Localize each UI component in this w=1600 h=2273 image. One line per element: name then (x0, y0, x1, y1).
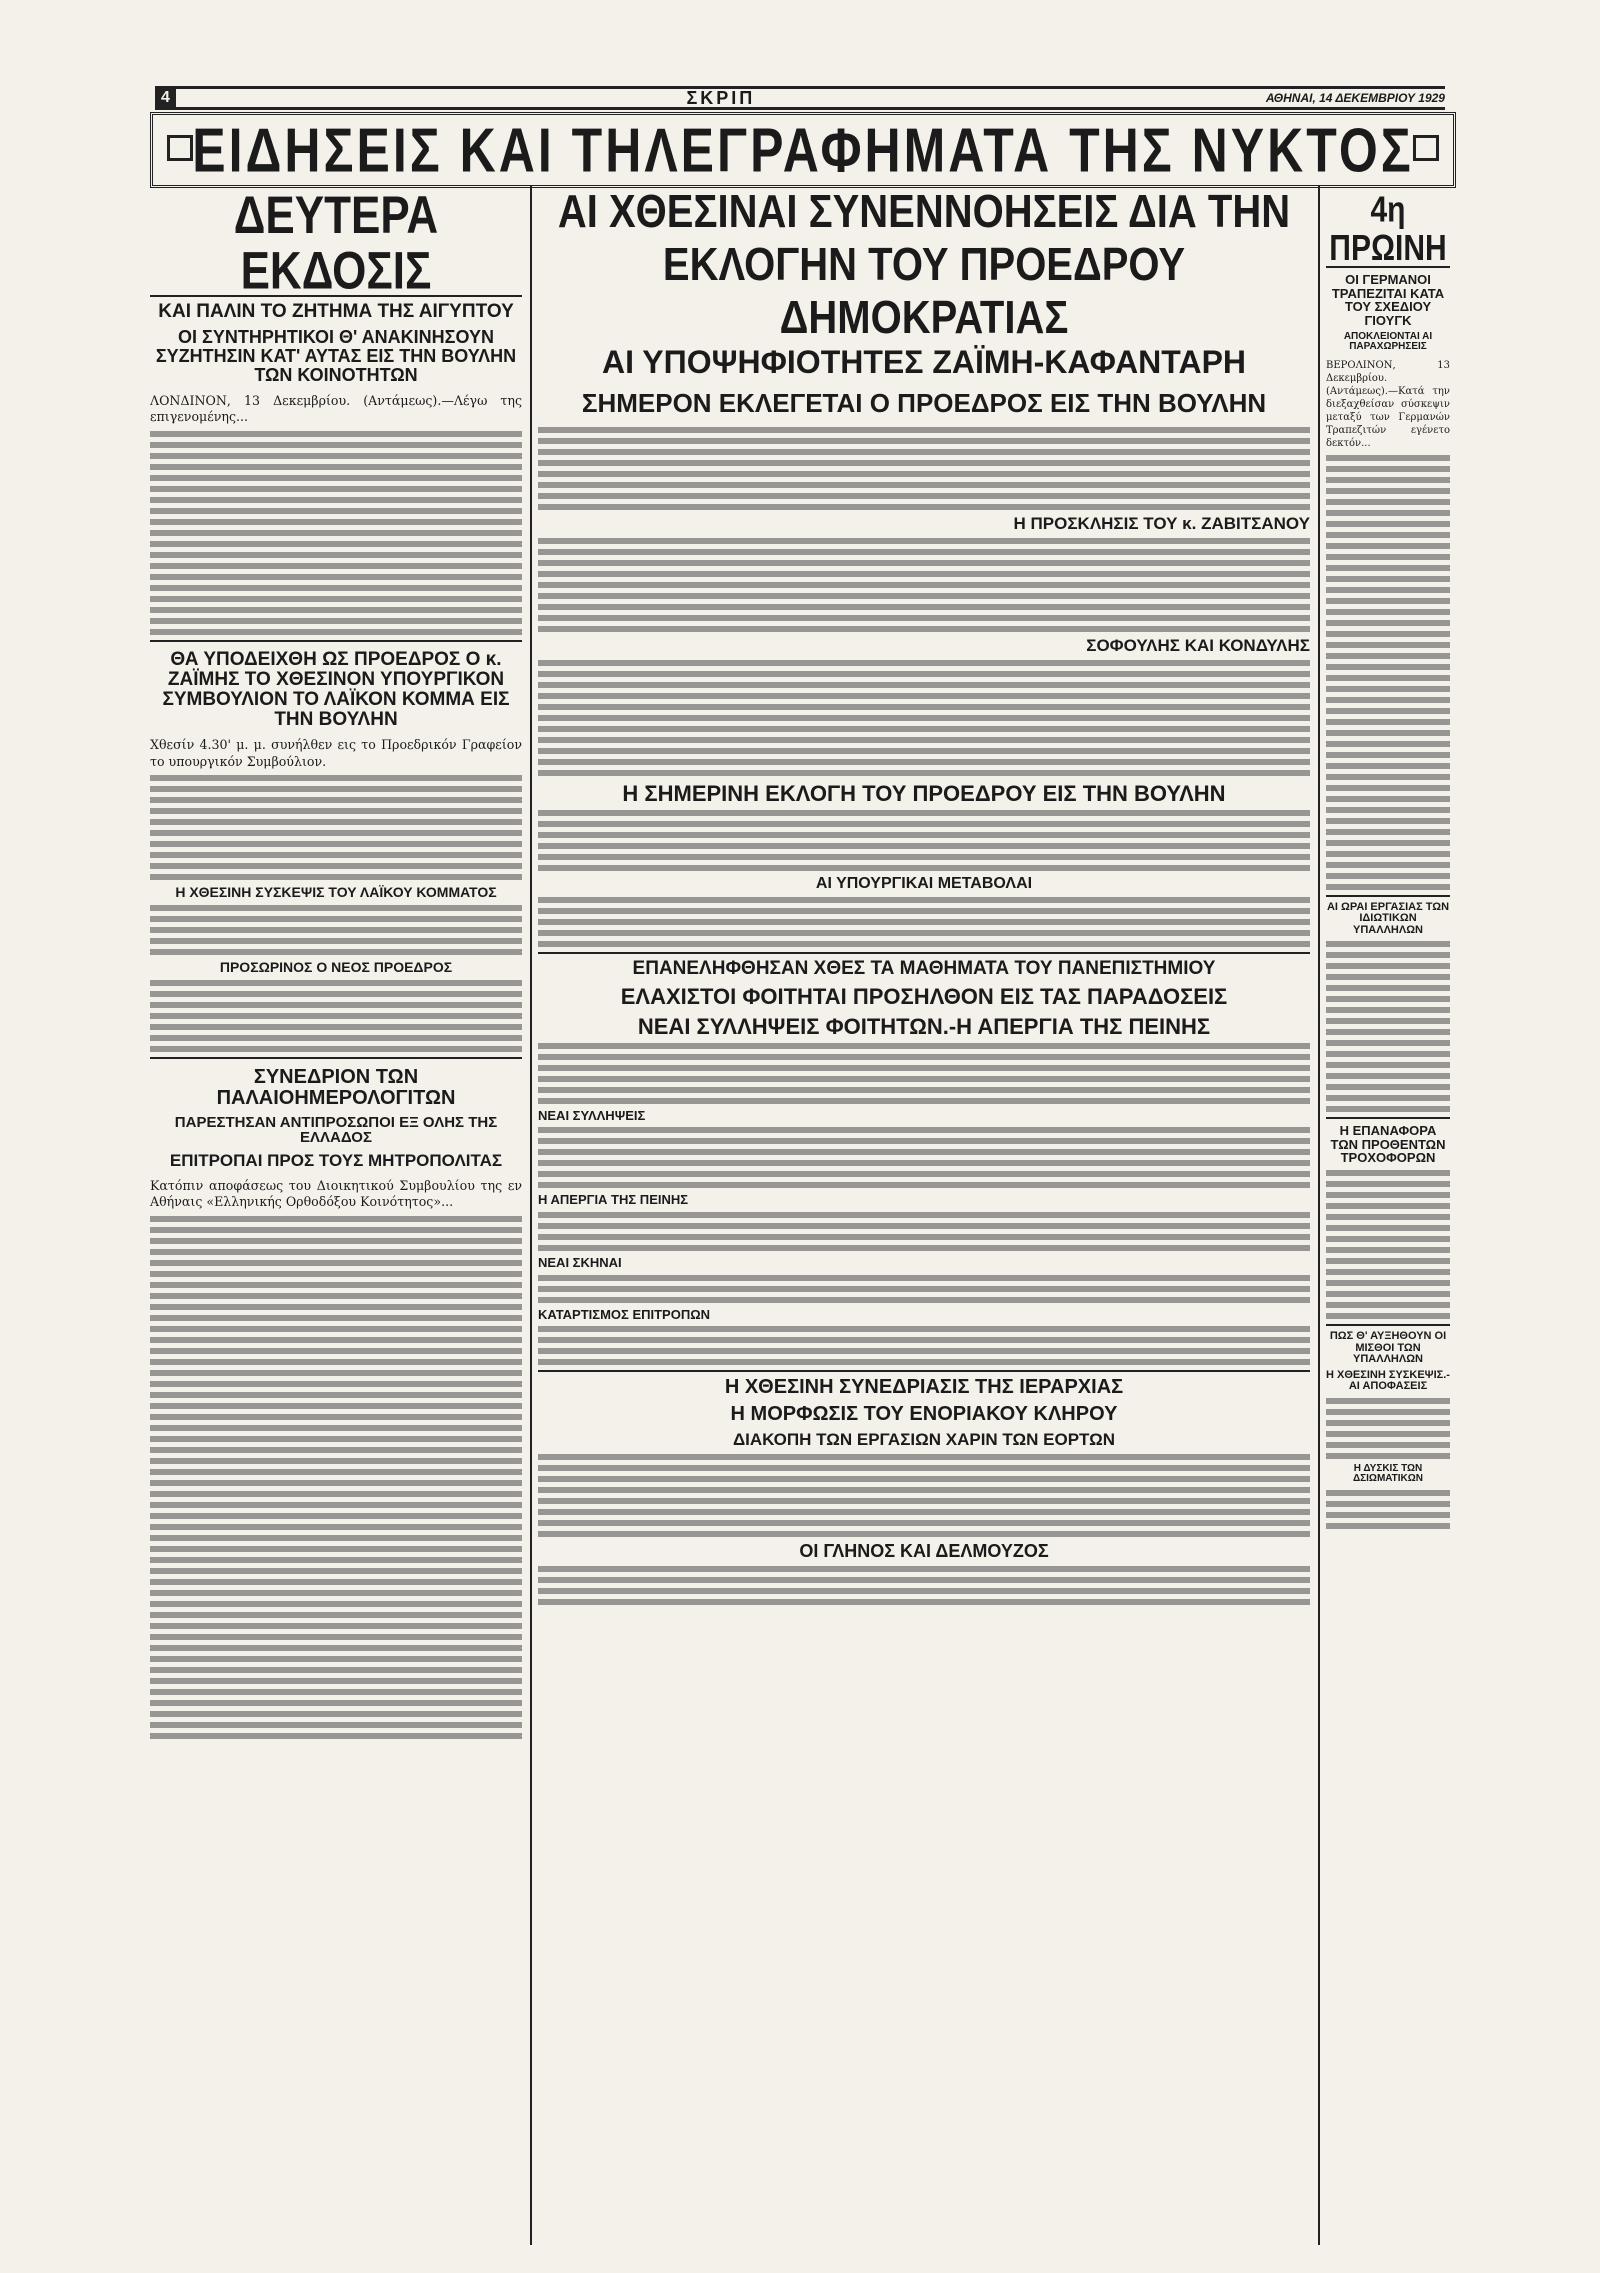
issue-date: ΑΘΗΝΑΙ, 14 ΔΕΚΕΜΒΡΙΟΥ 1929 (1265, 91, 1445, 105)
article-heading: Η ΧΘΕΣΙΝΗ ΣΥΝΕΔΡΙΑΣΙΣ ΤΗΣ ΙΕΡΑΡΧΙΑΣ (724, 1376, 1124, 1399)
banner-title: ΕΙΔΗΣΕΙΣ ΚΑΙ ΤΗΛΕΓΡΑΦΗΜΑΤΑ ΤΗΣ ΝΥΚΤΟΣ (192, 115, 1414, 185)
column-divider (530, 185, 532, 2245)
article-body (1326, 1170, 1450, 1319)
article-heading: ΚΑΙ ΠΑΛΙΝ ΤΟ ΖΗΤΗΜΑ ΤΗΣ ΑΙΓΥΠΤΟΥ (158, 301, 514, 323)
article-heading: Η ΧΘΕΣΙΝΗ ΣΥΣΚΕΨΙΣ ΤΟΥ ΛΑΪΚΟΥ ΚΟΜΜΑΤΟΣ (175, 884, 497, 901)
article-subheading: ΕΠΙΤΡΟΠΑΙ ΠΡΟΣ ΤΟΥΣ ΜΗΤΡΟΠΟΛΙΤΑΣ (169, 1151, 503, 1171)
article-heading: ΠΩΣ Θ' ΑΥΞΗΘΟΥΝ ΟΙ ΜΙΣΘΟΙ ΤΩΝ ΥΠΑΛΛΗΛΩΝ (1329, 1330, 1447, 1366)
article-body (538, 427, 1310, 510)
article-heading: ΟΙ ΓΛΗΝΟΣ ΚΑΙ ΔΕΛΜΟΥΖΟΣ (799, 1541, 1049, 1561)
article-body (538, 1127, 1310, 1188)
article-heading: Η ΕΠΑΝΑΦΟΡΑ ΤΩΝ ΠΡΟΘΕΝΤΩΝ ΤΡΟΧΟΦΟΡΩΝ (1330, 1123, 1446, 1166)
late-edition-heading: 4η ΠΡΩΙΝΗ (1329, 190, 1447, 268)
article-text: Κατόπιν αποφάσεως του Διοικητικού Συμβουλίου της εν Αθήναις «Ελληνικής Ορθοδόξου Κοινότητος»... (150, 1177, 527, 1210)
article-heading: ΕΠΑΝΕΛΗΦΘΗΣΑΝ ΧΘΕΣ ΤΑ ΜΑΘΗΜΑΤΑ ΤΟΥ ΠΑΝΕΠΙΣΤΗΜΙΟΥ (632, 958, 1216, 980)
article-heading: ΝΕΑΙ ΣΚΗΝΑΙ (538, 1254, 622, 1270)
lead-subheadline: ΑΙ ΥΠΟΨΗΦΙΟΤΗΤΕΣ ΖΑΪΜΗ-ΚΑΦΑΝΤΑΡΗ (601, 344, 1247, 380)
article-subheading: ΔΙΑΚΟΠΗ ΤΩΝ ΕΡΓΑΣΙΩΝ ΧΑΡΙΝ ΤΩΝ ΕΟΡΤΩΝ (732, 1430, 1116, 1450)
lead-subheadline: ΣΗΜΕΡΟΝ ΕΚΛΕΓΕΤΑΙ Ο ΠΡΟΕΔΡΟΣ ΕΙΣ ΤΗΝ ΒΟΥΛΗΝ (581, 387, 1267, 418)
article-subheading: Η ΧΘΕΣΙΝΗ ΣΥΣΚΕΨΙΣ.-ΑΙ ΑΠΟΦΑΣΕΙΣ (1326, 1368, 1450, 1393)
article-heading: ΚΑΤΑΡΤΙΣΜΟΣ ΕΠΙΤΡΟΠΩΝ (538, 1306, 711, 1322)
article-body (538, 1275, 1310, 1303)
column-divider (1318, 185, 1320, 2245)
banner-ornament-right (1413, 135, 1439, 161)
article-body (1326, 1398, 1450, 1459)
article-body (538, 1566, 1310, 1605)
article-body (538, 897, 1310, 947)
article-body (538, 660, 1310, 776)
article-text: ΒΕΡΟΛΙΝΟΝ, 13 Δεκεμβρίου. (Αντάμεως).—Κατά την διεξαχθείσαν σύσκεψιν μεταξύ των Γερμανών Τραπεζιτών εγένετο δεκτόν... (1326, 359, 1454, 449)
article-text: Χθεσίν 4.30' μ. μ. συνήλθεν εις το Προεδρικόν Γραφείον το υπουργικόν Συμβούλιον. (150, 737, 527, 769)
article-body (1326, 941, 1450, 1112)
newspaper-name: ΣΚΡΙΠ (686, 87, 756, 108)
article-heading: Η ΑΠΕΡΓΙΑ ΤΗΣ ΠΕΙΝΗΣ (538, 1192, 689, 1208)
article-body (538, 1212, 1310, 1251)
center-column (538, 186, 1310, 2250)
article-body (1326, 1490, 1450, 1529)
lead-headline: ΑΙ ΧΘΕΣΙΝΑΙ ΣΥΝΕΝΝΟΗΣΕΙΣ ΔΙΑ ΤΗΝ ΕΚΛΟΓΗΝ ΤΟΥ ΠΡΟΕΔΡΟΥ ΔΗΜΟΚΡΑΤΙΑΣ (557, 186, 1291, 344)
article-body (1326, 455, 1450, 890)
article-heading: Η ΠΡΟΣΚΛΗΣΙΣ ΤΟΥ κ. ΖΑΒΙΤΣΑΝΟΥ (1013, 513, 1310, 533)
left-column (150, 186, 527, 2250)
divider (150, 640, 522, 642)
banner-ornament-left (167, 135, 193, 161)
article-subheading: ΝΕΑΙ ΣΥΛΛΗΨΕΙΣ ΦΟΙΤΗΤΩΝ.-Η ΑΠΕΡΓΙΑ ΤΗΣ ΠΕΙΝΗΣ (637, 1013, 1211, 1039)
article-heading: ΑΙ ΩΡΑΙ ΕΡΓΑΣΙΑΣ ΤΩΝ ΙΔΙΩΤΙΚΩΝ ΥΠΑΛΛΗΛΩΝ (1326, 900, 1450, 936)
divider (1326, 895, 1450, 897)
article-body (150, 775, 522, 880)
article-body (538, 1043, 1310, 1104)
article-text: ΛΟΝΔΙΝΟΝ, 13 Δεκεμβρίου. (Αντάμεως).—Λέγω της επιγενομένης... (150, 392, 527, 425)
article-body (150, 980, 522, 1052)
article-subheading: ΠΑΡΕΣΤΗΣΑΝ ΑΝΤΙΠΡΟΣΩΠΟΙ ΕΞ ΟΛΗΣ ΤΗΣ ΕΛΛΑΔΟΣ (174, 1113, 498, 1147)
divider (1326, 1117, 1450, 1119)
right-column (1326, 190, 1454, 2250)
article-body (150, 905, 522, 955)
article-heading: ΣΟΦΟΥΛΗΣ ΚΑΙ ΚΟΝΔΥΛΗΣ (1086, 635, 1310, 655)
main-banner (150, 112, 1456, 188)
article-heading: ΑΙ ΥΠΟΥΡΓΙΚΑΙ ΜΕΤΑΒΟΛΑΙ (815, 874, 1033, 892)
page-header-bar (155, 86, 1445, 110)
article-subheading: ΟΙ ΣΥΝΤΗΡΗΤΙΚΟΙ Θ' ΑΝΑΚΙΝΗΣΟΥΝ ΣΥΖΗΤΗΣΙΝ ΚΑΤ' ΑΥΤΑΣ ΕΙΣ ΤΗΝ ΒΟΥΛΗΝ ΤΩΝ ΚΟΙΝΟΤΗΤΩΝ (155, 327, 517, 386)
edition-heading: ΔΕΥΤΕΡΑ ΕΚΔΟΣΙΣ (233, 186, 439, 301)
divider (1326, 1324, 1450, 1326)
page-number: 4 (155, 89, 176, 107)
article-heading: ΠΡΟΣΩΡΙΝΟΣ Ο ΝΕΟΣ ΠΡΟΕΔΡΟΣ (219, 958, 453, 975)
article-heading: ΟΙ ΓΕΡΜΑΝΟΙ ΤΡΑΠΕΖΙΤΑΙ ΚΑΤΑ ΤΟΥ ΣΧΕΔΙΟΥ ΓΙΟΥΓΚ (1331, 272, 1445, 328)
article-subheading: Η ΜΟΡΦΩΣΙΣ ΤΟΥ ΕΝΟΡΙΑΚΟΥ ΚΛΗΡΟΥ (730, 1403, 1118, 1426)
article-body (538, 810, 1310, 871)
article-subheading: ΕΛΑΧΙΣΤΟΙ ΦΟΙΤΗΤΑΙ ΠΡΟΣΗΛΘΟΝ ΕΙΣ ΤΑΣ ΠΑΡΑΔΟΣΕΙΣ (620, 984, 1228, 1010)
article-heading: Η ΔΥΣΚΙΣ ΤΩΝ ΔΣΙΩΜΑΤΙΚΩΝ (1352, 1462, 1424, 1485)
article-body (538, 1454, 1310, 1537)
article-heading: ΣΥΝΕΔΡΙΟΝ ΤΩΝ ΠΑΛΑΙΟΗΜΕΡΟΛΟΓΙΤΩΝ (216, 1065, 456, 1109)
article-body (150, 431, 522, 635)
divider (150, 1057, 522, 1059)
article-subheading: ΑΠΟΚΛΕΙΟΝΤΑΙ ΑΙ ΠΑΡΑΧΩΡΗΣΕΙΣ (1343, 330, 1433, 353)
divider (538, 1370, 1310, 1372)
article-body (538, 1326, 1310, 1365)
divider (538, 952, 1310, 954)
article-body (538, 538, 1310, 632)
article-heading: ΝΕΑΙ ΣΥΛΛΗΨΕΙΣ (538, 1107, 646, 1123)
article-body (150, 1216, 522, 1739)
article-heading: Η ΣΗΜΕΡΙΝΗ ΕΚΛΟΓΗ ΤΟΥ ΠΡΟΕΔΡΟΥ ΕΙΣ ΤΗΝ ΒΟΥΛΗΝ (622, 780, 1226, 806)
article-heading: ΘΑ ΥΠΟΔΕΙΧΘΗ ΩΣ ΠΡΟΕΔΡΟΣ Ο κ. ΖΑΪΜΗΣ ΤΟ ΧΘΕΣΙΝΟΝ ΥΠΟΥΡΓΙΚΟΝ ΣΥΜΒΟΥΛΙΟΝ ΤΟ ΛΑΪΚΟΝ ΚΟΜΜΑ ΕΙΣ ΤΗΝ ΒΟΥΛΗΝ (162, 648, 510, 730)
